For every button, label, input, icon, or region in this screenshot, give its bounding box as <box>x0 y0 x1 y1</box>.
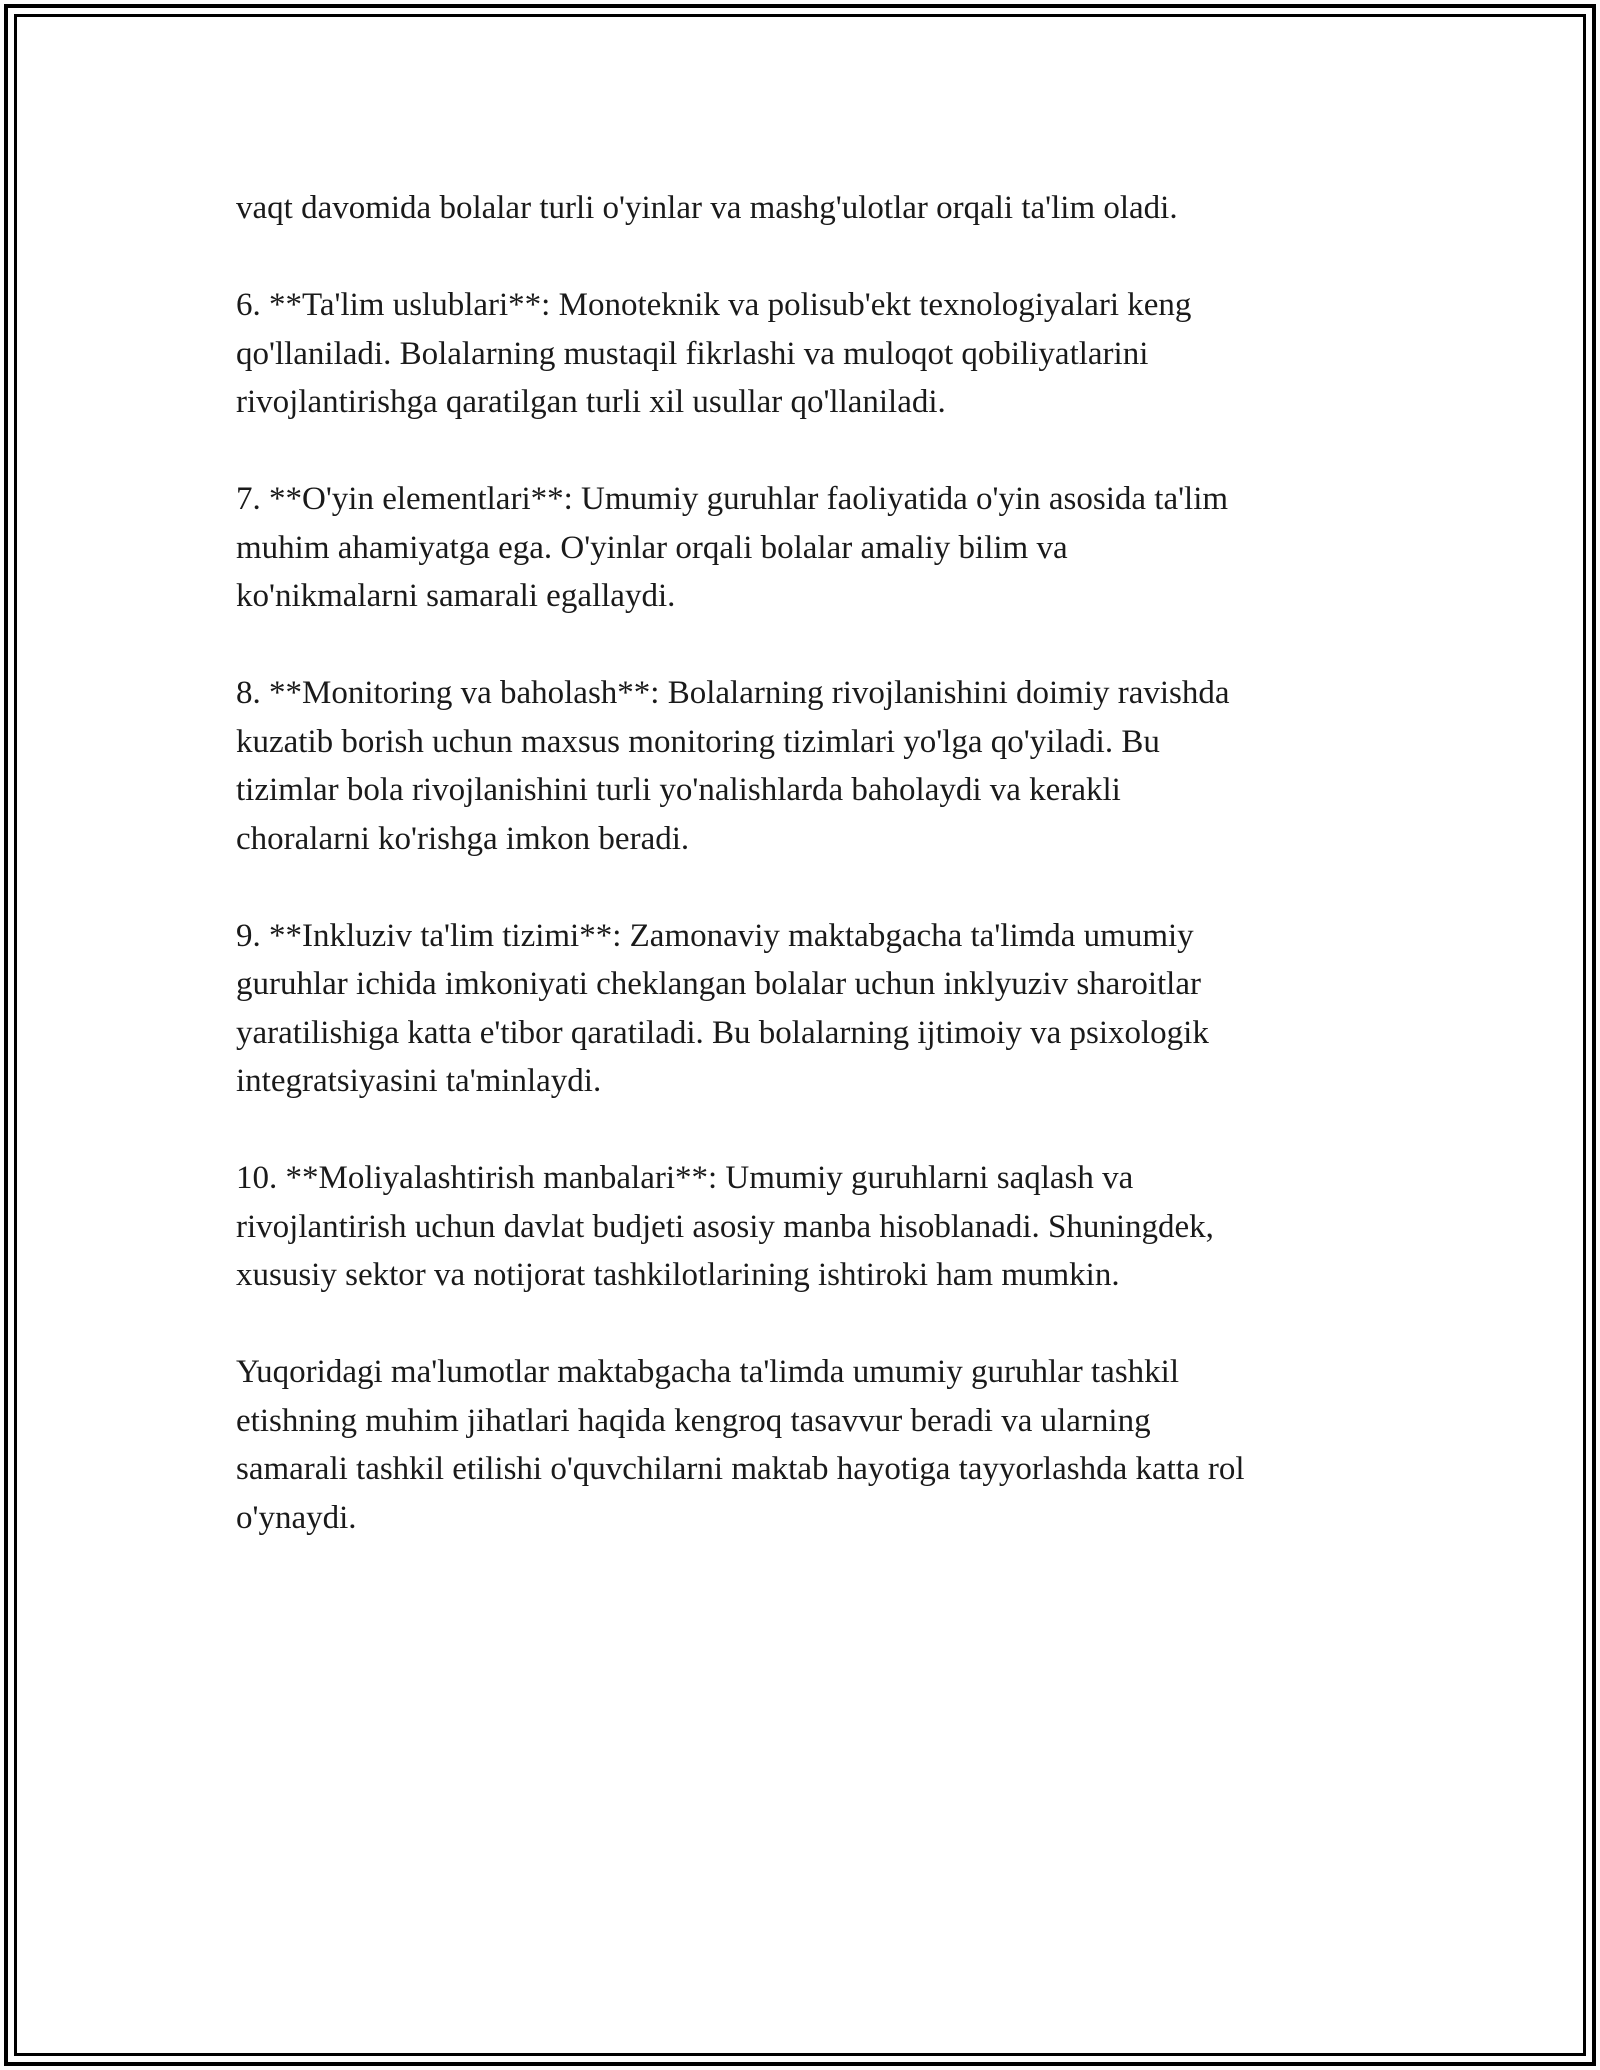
document-body <box>236 184 1376 1591</box>
paragraph-inclusive-education: 9. **Inkluziv ta'lim tizimi**: Zamonaviy maktabgacha ta'limda umumiy guruhlar ichida imkoniyati cheklangan bolalar uchun inklyuziv sharoitlar yaratilishiga katta e'tibor qaratiladi. Bu bolalarning ijtimoiy va psixologik integratsiyasini ta'minlaydi. <box>236 917 1209 1099</box>
paragraph-teaching-methods: 6. **Ta'lim uslublari**: Monoteknik va polisub'ekt texnologiyalari keng qo'llaniladi. Bolalarning mustaqil fikrlashi va muloqot qobiliyatlarini rivojlantirishga qaratilgan turli xil usullar qo'llaniladi. <box>236 287 1192 420</box>
paragraph-intro-continuation: vaqt davomida bolalar turli o'yinlar va mashg'ulotlar orqali ta'lim oladi. <box>236 190 1178 226</box>
paragraph-game-elements: 7. **O'yin elementlari**: Umumiy guruhlar faoliyatida o'yin asosida ta'lim muhim ahamiyatga ega. O'yinlar orqali bolalar amaliy bilim va ko'nikmalarni samarali egallaydi. <box>236 481 1229 614</box>
paragraph-conclusion: Yuqoridagi ma'lumotlar maktabgacha ta'limda umumiy guruhlar tashkil etishning muhim jihatlari haqida kengroq tasavvur beradi va ularning samarali tashkil etilishi o'quvchilarni maktab hayotiga tayyorlashda katta rol o'ynaydi. <box>236 1354 1245 1536</box>
paragraph-monitoring: 8. **Monitoring va baholash**: Bolalarning rivojlanishini doimiy ravishda kuzatib borish uchun maxsus monitoring tizimlari yo'lga qo'yiladi. Bu tizimlar bola rivojlanishini turli yo'nalishlarda baholaydi va kerakli choralarni ko'rishga imkon beradi. <box>236 675 1230 857</box>
paragraph-funding-sources: 10. **Moliyalashtirish manbalari**: Umumiy guruhlarni saqlash va rivojlantirish uchun davlat budjeti asosiy manba hisoblanadi. Shuningdek, xususiy sektor va notijorat tashkilotlarining ishtiroki ham mumkin. <box>236 1160 1214 1293</box>
